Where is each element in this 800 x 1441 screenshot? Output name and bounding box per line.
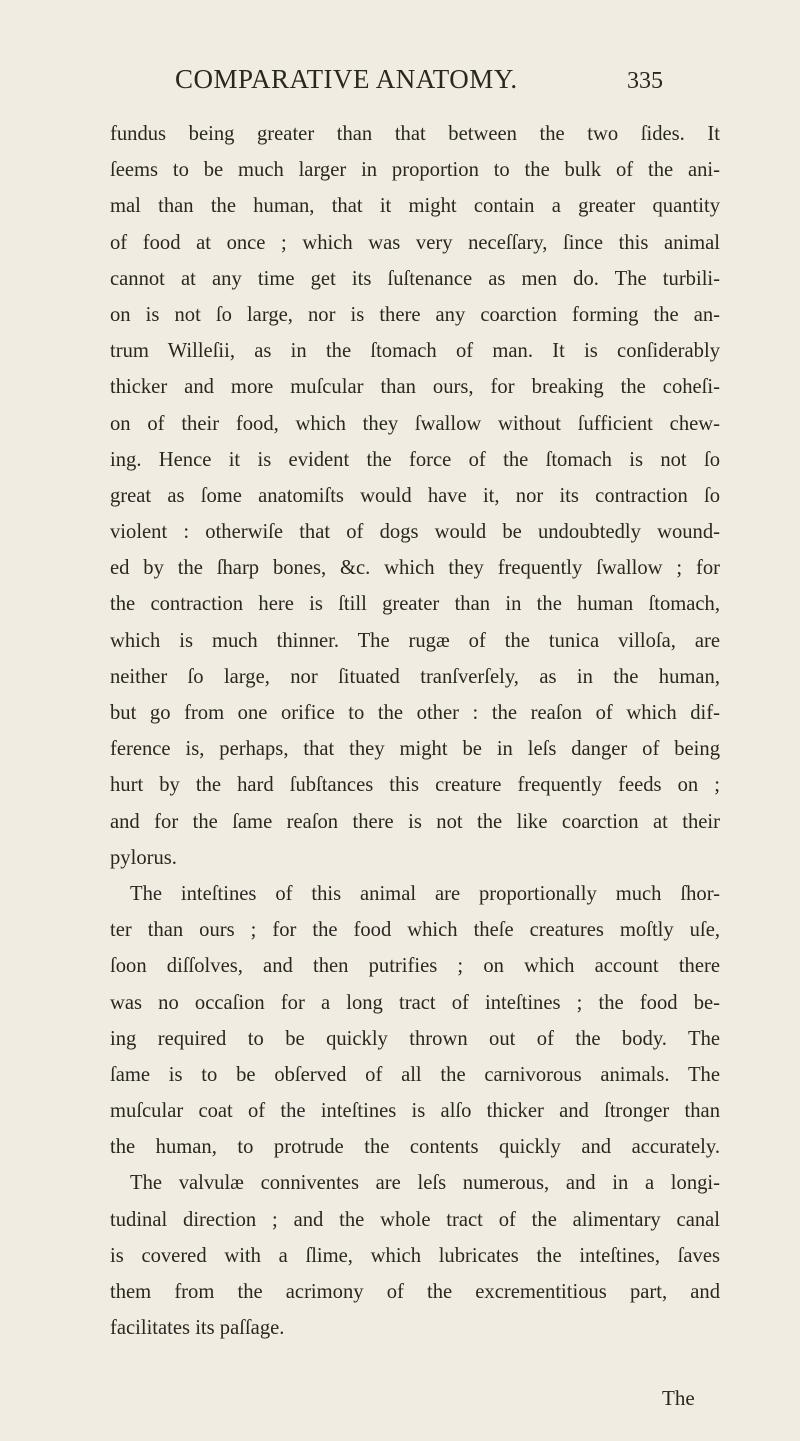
- paragraph-start-line: The valvulæ conniventes are leſs numerous, and in a longi-: [130, 1172, 720, 1195]
- text-line: ed by the ſharp bones, &c. which they frequently ſwallow ; for: [110, 557, 720, 580]
- text-line: the contraction here is ſtill greater than in the human ſtomach,: [110, 593, 720, 616]
- text-line: cannot at any time get its ſuſtenance as men do. The turbili-: [110, 267, 720, 290]
- text-line: ſame is to be obſerved of all the carnivorous animals. The: [110, 1063, 720, 1086]
- text-line: was no occaſion for a long tract of inteſtines ; the food be-: [110, 991, 720, 1014]
- running-header: [175, 64, 663, 104]
- text-line: but go from one orifice to the other : the reaſon of which dif-: [110, 702, 720, 724]
- text-line: violent : otherwiſe that of dogs would be undoubtedly wound-: [110, 521, 720, 544]
- text-line: mal than the human, that it might contain a greater quantity: [110, 195, 720, 218]
- text-line: thicker and more muſcular than ours, for breaking the coheſi-: [110, 376, 720, 399]
- text-line: muſcular coat of the inteſtines is alſo thicker and ſtronger than: [110, 1100, 720, 1123]
- text-line: fundus being greater than that between the two ſides. It: [110, 123, 720, 145]
- text-line: ſeems to be much larger in proportion to the bulk of the ani-: [110, 159, 720, 182]
- text-line: tudinal direction ; and the whole tract of the alimentary canal: [110, 1208, 720, 1231]
- text-line: ference is, perhaps, that they might be in leſs danger of being: [110, 738, 720, 761]
- running-title: COMPARATIVE ANATOMY.: [175, 64, 518, 94]
- text-line: on is not ſo large, nor is there any coarction forming the an-: [110, 303, 720, 326]
- text-line: pylorus.: [110, 846, 177, 869]
- catchword: The: [662, 1386, 695, 1410]
- text-line: trum Willeſii, as in the ſtomach of man. It is conſiderably: [110, 340, 720, 363]
- text-line: facilitates its paſſage.: [110, 1317, 285, 1340]
- text-line: on of their food, which they ſwallow without ſufficient chew-: [110, 412, 720, 435]
- text-line: neither ſo large, nor ſituated tranſverſely, as in the human,: [110, 665, 720, 688]
- body-text: [110, 116, 720, 1346]
- text-line: them from the acrimony of the excrementitious part, and: [110, 1281, 720, 1303]
- text-line: the human, to protrude the contents quickly and accurately.: [110, 1136, 720, 1159]
- text-line: ing. Hence it is evident the force of the ſtomach is not ſo: [110, 448, 720, 471]
- text-line: ter than ours ; for the food which theſe creatures moſtly uſe,: [110, 919, 720, 942]
- text-line: ſoon diſſolves, and then putrifies ; on which account there: [110, 955, 720, 978]
- text-line: hurt by the hard ſubſtances this creature frequently feeds on ;: [110, 774, 720, 797]
- text-line: ing required to be quickly thrown out of the body. The: [110, 1027, 720, 1050]
- text-line: is covered with a ſlime, which lubricates the inteſtines, ſaves: [110, 1244, 720, 1267]
- text-line: and for the ſame reaſon there is not the like coarction at their: [110, 810, 720, 833]
- text-line: of food at once ; which was very neceſſary, ſince this animal: [110, 231, 720, 254]
- text-line: which is much thinner. The rugæ of the tunica villoſa, are: [110, 629, 720, 652]
- page-number: 335: [627, 68, 663, 94]
- paragraph-start-line: The inteſtines of this animal are proportionally much ſhor-: [130, 882, 720, 905]
- text-line: great as ſome anatomiſts would have it, nor its contraction ſo: [110, 484, 720, 507]
